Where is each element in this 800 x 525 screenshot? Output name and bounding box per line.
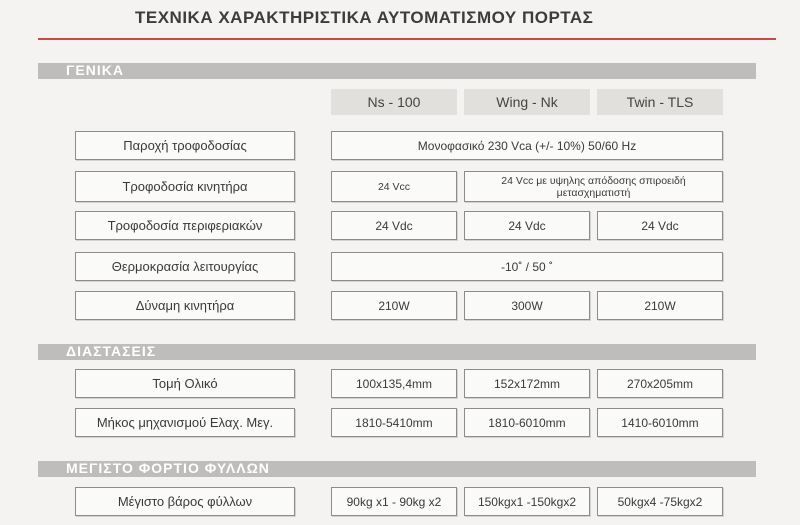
cell-max-leaf-weight-twin: 50kgx4 -75kgx2	[597, 487, 723, 516]
row-label-cross-section: Τομή Ολικό	[75, 369, 295, 398]
cell-max-leaf-weight-wing: 150kgx1 -150kgx2	[464, 487, 590, 516]
section-bar-dimensions	[38, 344, 756, 360]
section-bar-max-load	[38, 461, 756, 477]
title-divider	[38, 38, 776, 40]
section-bar-general	[38, 63, 756, 79]
row-label-motor-supply: Τροφοδοσία κινητήρα	[75, 171, 295, 202]
row-label-mechanism-length: Μήκος μηχανισμού Ελαχ. Μεγ.	[75, 408, 295, 437]
row-label-power-supply: Παροχή τροφοδοσίας	[75, 131, 295, 160]
cell-power-supply-all: Μονοφασικό 230 Vca (+/- 10%) 50/60 Hz	[331, 131, 723, 160]
cell-peripheral-supply-ns: 24 Vdc	[331, 211, 457, 240]
cell-peripheral-supply-wing: 24 Vdc	[464, 211, 590, 240]
row-label-motor-power: Δύναμη κινητήρα	[75, 291, 295, 320]
row-label-operating-temp: Θερμοκρασία λειτουργίας	[75, 252, 295, 281]
section-label-max-load: ΜΕΓΙΣΤΟ ΦΟΡΤΙΟ ΦΥΛΛΩΝ	[66, 460, 270, 476]
row-label-peripheral-supply: Τροφοδοσία περιφεριακών	[75, 211, 295, 240]
page-title: ΤΕΧΝΙΚΑ ΧΑΡΑΚΤΗΡΙΣΤΙΚΑ ΑΥΤΟΜΑΤΙΣΜΟΥ ΠΟΡΤΑΣ	[135, 8, 594, 27]
row-label-max-leaf-weight: Μέγιστο βάρος φύλλων	[75, 487, 295, 516]
column-header-ns-100: Ns - 100	[331, 89, 457, 115]
cell-motor-supply-ns: 24 Vcc	[331, 171, 457, 202]
column-header-twin-tls: Twin - TLS	[597, 89, 723, 115]
cell-motor-power-wing: 300W	[464, 291, 590, 320]
cell-motor-supply-wing-twin: 24 Vcc με υψηλης απόδοσης σπιροειδή μετασχηματιστή	[464, 171, 723, 202]
cell-cross-section-wing: 152x172mm	[464, 369, 590, 398]
section-label-dimensions: ΔΙΑΣΤΑΣΕΙΣ	[66, 343, 157, 359]
section-label-general: ΓΕΝΙΚΑ	[66, 62, 124, 78]
cell-mechanism-length-twin: 1410-6010mm	[597, 408, 723, 437]
column-header-wing-nk: Wing - Nk	[464, 89, 590, 115]
cell-motor-power-ns: 210W	[331, 291, 457, 320]
cell-mechanism-length-wing: 1810-6010mm	[464, 408, 590, 437]
cell-peripheral-supply-twin: 24 Vdc	[597, 211, 723, 240]
cell-max-leaf-weight-ns: 90kg x1 - 90kg x2	[331, 487, 457, 516]
cell-motor-power-twin: 210W	[597, 291, 723, 320]
cell-cross-section-ns: 100x135,4mm	[331, 369, 457, 398]
cell-mechanism-length-ns: 1810-5410mm	[331, 408, 457, 437]
cell-cross-section-twin: 270x205mm	[597, 369, 723, 398]
cell-operating-temp-all: -10˚ / 50 ˚	[331, 252, 723, 281]
